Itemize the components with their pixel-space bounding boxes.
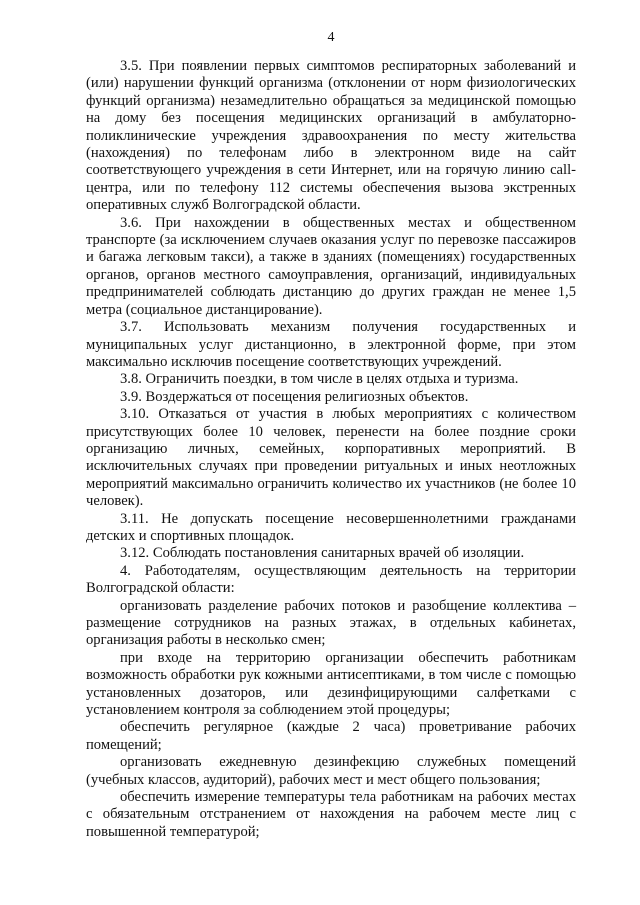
paragraph-4-hand-sanitizing: при входе на территорию организации обеспечить работникам возможность обработки рук кожными антисептиками, в том числе с помощью установленных дозаторов, или дезинфицирующими салфетками с установлением контроля за соблюдением этой процедуры; (86, 649, 576, 719)
paragraph-4-ventilation: обеспечить регулярное (каждые 2 часа) проветривание рабочих помещений; (86, 719, 576, 753)
paragraph-3-9: 3.9. Воздержаться от посещения религиозных объектов. (120, 388, 469, 405)
page-number: 4 (327, 30, 335, 45)
paragraph-3-6: 3.6. При нахождении в общественных местах и общественном транспорте (за исключением случаев оказания услуг по перевозке пассажиров и багажа легковым такси), а также в зданиях (помещениях) государственных органов, органов местного самоуправления, организаций, индивидуальных предпринимателей соблюдать дистанцию до других граждан не менее 1,5 метра (социальное дистанцирование). (86, 214, 576, 318)
paragraph-4-staff-separation: организовать разделение рабочих потоков и разобщение коллектива – размещение сотрудников на разных этажах, в отдельных кабинетах, организация работы в несколько смен; (86, 597, 576, 649)
paragraph-3-11: 3.11. Не допускать посещение несовершеннолетними гражданами детских и спортивных площадок. (86, 510, 576, 544)
document-body (86, 58, 576, 841)
paragraph-4-temperature: обеспечить измерение температуры тела работникам на рабочих местах с обязательным отстранением от нахождения на рабочем месте лиц с повышенной температурой; (86, 789, 576, 840)
paragraph-4: 4. Работодателям, осуществляющим деятельность на территории Волгоградской области: (86, 562, 576, 597)
paragraph-3-7: 3.7. Использовать механизм получения государственных и муниципальных услуг дистанционно, в электронной форме, при этом максимально исключив посещение соответствующих учреждений. (86, 319, 576, 370)
paragraph-3-8: 3.8. Ограничить поездки, в том числе в целях отдыха и туризма. (120, 371, 519, 388)
paragraph-3-10: 3.10. Отказаться от участия в любых мероприятиях с количеством присутствующих более 10 человек, перенести на более поздние сроки организацию личных, семейных, корпоративных мероприятий. В исключительных случаях при проведении ритуальных и иных неотложных мероприятий максимально ограничить количество их участников (не более 10 человек). (86, 406, 576, 510)
paragraph-3-12: 3.12. Соблюдать постановления санитарных врачей об изоляции. (120, 545, 525, 562)
paragraph-3-5: 3.5. При появлении первых симптомов респираторных заболеваний и (или) нарушении функций организма (отклонении от норм физиологических функций организма) незамедлительно обращаться за медицинской помощью на дому без посещения медицинских организаций в амбулаторно-поликлинические учреждения здравоохранения по месту жительства (нахождения) по телефонам либо в электронном виде на сайт соответствующего учреждения в сети Интернет, или на горячую линию call-центра, или по телефону 112 системы обеспечения вызова экстренных оперативных служб Волгоградской области. (86, 58, 576, 214)
paragraph-4-disinfection: организовать ежедневную дезинфекцию служебных помещений (учебных классов, аудиторий), рабочих мест и мест общего пользования; (86, 754, 576, 788)
